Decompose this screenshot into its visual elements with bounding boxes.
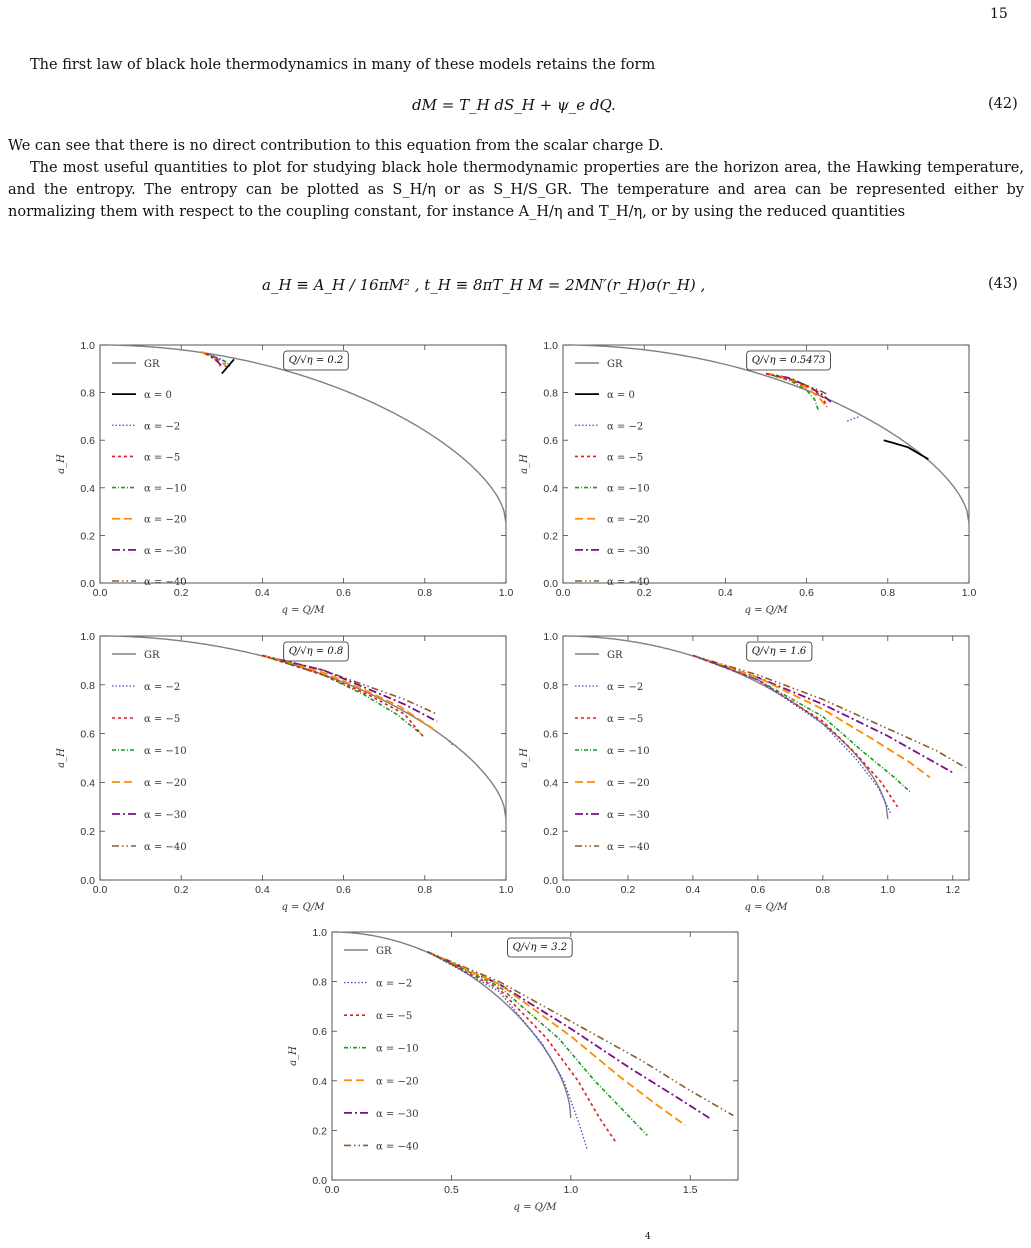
y-tick-label: 0.0 (543, 875, 558, 887)
x-tick-label: 0.2 (173, 884, 189, 896)
legend-label-a5: α = −5 (144, 452, 181, 464)
legend-label-a5: α = −5 (144, 714, 181, 725)
legend-label-a40: α = −40 (144, 577, 187, 588)
y-tick-label: 1.0 (80, 340, 95, 352)
y-tick-label: 0.2 (80, 530, 95, 543)
legend-label-a30: α = −30 (607, 810, 650, 821)
series-a30-curve (766, 374, 831, 403)
y-tick-label: 0.2 (543, 530, 558, 543)
x-tick-label: 0.4 (718, 587, 733, 599)
x-tick-label: 0.8 (417, 587, 433, 599)
y-tick-label: 1.0 (543, 631, 558, 643)
x-axis-label: q = Q/M (744, 605, 788, 616)
equation-43-number: (43) (988, 276, 1018, 292)
y-tick-label: 1.0 (80, 631, 95, 643)
y-tick-label: 0.2 (543, 826, 558, 839)
caption-fragment: 4 (645, 1232, 651, 1242)
legend-label-a40: α = −40 (607, 842, 650, 853)
series-a5-curve (693, 656, 898, 807)
y-tick-label: 0.6 (543, 728, 558, 741)
y-tick-label: 1.0 (543, 340, 558, 352)
y-tick-label: 0.4 (80, 482, 95, 495)
y-tick-label: 0.6 (543, 435, 558, 448)
y-tick-label: 0.4 (543, 482, 558, 495)
paragraph-scalar-charge: We can see that there is no direct contribution to this equation from the scalar charge D. (8, 138, 664, 154)
area-vs-charge-chart-1 (50, 337, 520, 627)
x-tick-label: 0.5 (444, 1184, 459, 1196)
legend-label-a2: α = −2 (144, 682, 181, 693)
x-tick-label: 0.4 (255, 884, 270, 896)
x-tick-label: 0.8 (880, 587, 896, 599)
legend-label-a2: α = −2 (144, 421, 181, 433)
y-tick-label: 0.4 (312, 1075, 327, 1088)
legend-label-a5: α = −5 (607, 714, 644, 725)
x-tick-label: 0.0 (555, 884, 571, 896)
x-tick-label: 0.2 (620, 884, 636, 896)
inset-label-text: Q/√η = 3.2 (512, 942, 568, 953)
legend-label-a40: α = −40 (144, 842, 187, 853)
series-a40-curve (693, 656, 966, 768)
series-a5-curve (262, 656, 424, 739)
series-a30-curve (428, 952, 710, 1118)
x-tick-label: 1.0 (563, 1184, 579, 1196)
x-tick-label: 1.0 (961, 587, 977, 599)
inset-label-text: Q/√η = 0.8 (288, 646, 344, 657)
legend-label-a2: α = −2 (376, 978, 413, 990)
legend-label-GR: GR (607, 359, 623, 370)
legend-label-a40: α = −40 (607, 577, 650, 588)
x-tick-label: 0.6 (799, 587, 814, 599)
gr-curve (563, 636, 888, 819)
chart-panel-3 (50, 628, 520, 924)
series-a10-curve (262, 656, 420, 734)
x-axis-label: q = Q/M (513, 1202, 557, 1213)
y-tick-label: 0.0 (543, 578, 558, 590)
x-tick-label: 1.0 (880, 884, 896, 896)
y-tick-label: 0.2 (312, 1125, 327, 1138)
legend-label-a20: α = −20 (607, 778, 650, 789)
x-tick-label: 1.0 (498, 587, 514, 599)
y-tick-label: 0.2 (80, 826, 95, 839)
x-tick-label: 0.2 (173, 587, 189, 599)
x-axis-label: q = Q/M (744, 902, 788, 913)
legend-label-a2: α = −2 (607, 421, 644, 433)
legend-label-a20: α = −20 (376, 1076, 419, 1088)
area-vs-charge-chart-4 (513, 628, 983, 924)
inset-label (508, 938, 573, 957)
legend-label-a20: α = −20 (607, 514, 650, 526)
legend-label-a10: α = −10 (376, 1043, 419, 1055)
y-tick-label: 0.8 (80, 387, 95, 400)
equation-42-number: (42) (988, 96, 1018, 112)
legend-label-GR: GR (144, 359, 160, 370)
equation-43: a_H ≡ A_H / 16πM² , t_H ≡ 8πT_H M = 2MN′(r_H)σ(r_H) , (262, 276, 706, 294)
y-tick-label: 0.8 (543, 679, 558, 692)
y-tick-label: 0.6 (80, 435, 95, 448)
chart-panel-1 (50, 337, 520, 627)
x-axis-label: q = Q/M (281, 605, 325, 616)
page-number: 15 (990, 6, 1008, 22)
y-tick-label: 0.4 (543, 777, 558, 790)
y-tick-label: 0.8 (543, 387, 558, 400)
x-tick-label: 0.0 (92, 587, 108, 599)
chart-panel-5 (282, 924, 752, 1224)
x-tick-label: 1.5 (682, 1184, 698, 1196)
inset-label (284, 351, 349, 370)
y-axis-label: a_H (519, 454, 530, 474)
y-tick-label: 0.0 (80, 578, 95, 590)
legend-label-a30: α = −30 (607, 545, 650, 557)
legend-label-a0: α = 0 (607, 390, 635, 402)
legend-label-a5: α = −5 (376, 1011, 413, 1023)
series-a40-curve (428, 952, 734, 1116)
x-tick-label: 0.0 (92, 884, 108, 896)
y-tick-label: 0.8 (312, 976, 327, 989)
inset-label (747, 351, 831, 370)
legend-label-a0: α = 0 (144, 390, 172, 402)
legend-label-a30: α = −30 (376, 1108, 419, 1120)
x-tick-label: 0.4 (685, 884, 701, 896)
x-tick-label: 1.2 (945, 884, 961, 896)
area-vs-charge-chart-5 (282, 924, 752, 1224)
legend-label-a10: α = −10 (144, 746, 187, 757)
legend-label-a10: α = −10 (144, 483, 187, 495)
series-a20-curve (428, 952, 686, 1126)
y-tick-label: 0.4 (80, 777, 95, 790)
y-axis-label: a_H (56, 454, 67, 474)
legend-label-a2: α = −2 (607, 682, 644, 693)
gr-curve (563, 345, 969, 524)
x-tick-label: 0.8 (815, 884, 831, 896)
x-tick-label: 0.6 (336, 587, 351, 599)
series-a2-curve (693, 656, 891, 815)
chart-panel-4 (513, 628, 983, 924)
y-axis-label: a_H (519, 748, 530, 768)
inset-label (747, 642, 812, 661)
legend-label-a10: α = −10 (607, 483, 650, 495)
paragraph-plot-quantities: The most useful quantities to plot for studying black hole thermodynamic properties are the horizon area, the Hawking temperature, and the entropy. The entropy can be plotted as S_H/η or as S_H/S_GR. The temperature and area can be represented either by normalizing them with respect to the coupling constant, for instance A_H/η and T_H/η, or by using the reduced quantities (8, 160, 1024, 220)
equation-42: dM = T_H dS_H + ψ_e dQ. (412, 96, 616, 114)
series-a5-curve (428, 952, 617, 1143)
legend-label-a30: α = −30 (144, 810, 187, 821)
series-a2-curve (428, 952, 588, 1150)
gr-curve (100, 345, 506, 524)
x-tick-label: 0.2 (636, 587, 652, 599)
y-axis-label: a_H (288, 1046, 299, 1066)
x-tick-label: 0.6 (750, 884, 766, 896)
y-tick-label: 1.0 (312, 927, 327, 939)
gr-curve (332, 932, 571, 1118)
y-axis-label: a_H (56, 748, 67, 768)
series-a10-curve (693, 656, 911, 793)
inset-label (284, 642, 349, 661)
series-a10-curve (428, 952, 648, 1136)
x-tick-label: 0.8 (417, 884, 433, 896)
area-vs-charge-chart-3 (50, 628, 520, 924)
x-tick-label: 0.6 (336, 884, 351, 896)
series-a30-curve (693, 656, 953, 773)
legend-label-GR: GR (607, 650, 623, 661)
y-tick-label: 0.6 (80, 728, 95, 741)
x-axis-label: q = Q/M (281, 902, 325, 913)
inset-label-text: Q/√η = 0.5473 (751, 355, 826, 366)
y-tick-label: 0.8 (80, 679, 95, 692)
y-tick-label: 0.6 (312, 1026, 327, 1039)
legend-label-a5: α = −5 (607, 452, 644, 464)
x-tick-label: 1.0 (498, 884, 514, 896)
legend-label-a30: α = −30 (144, 545, 187, 557)
inset-label-text: Q/√η = 1.6 (751, 646, 807, 657)
legend-label-a20: α = −20 (144, 778, 187, 789)
y-tick-label: 0.0 (80, 875, 95, 887)
legend-label-a10: α = −10 (607, 746, 650, 757)
y-tick-label: 0.0 (312, 1175, 327, 1187)
x-tick-label: 0.0 (555, 587, 571, 599)
legend-label-a20: α = −20 (144, 514, 187, 526)
gr-curve (100, 636, 506, 819)
legend-label-GR: GR (376, 946, 392, 957)
series-a2-curve (847, 416, 859, 421)
area-vs-charge-chart-2 (513, 337, 983, 627)
paragraph-first-law: The first law of black hole thermodynamics in many of these models retains the form (30, 57, 656, 73)
chart-panel-2 (513, 337, 983, 627)
legend-label-a40: α = −40 (376, 1141, 419, 1153)
legend-label-GR: GR (144, 650, 160, 661)
x-tick-label: 0.4 (255, 587, 270, 599)
x-tick-label: 0.0 (324, 1184, 340, 1196)
inset-label-text: Q/√η = 0.2 (288, 355, 344, 366)
